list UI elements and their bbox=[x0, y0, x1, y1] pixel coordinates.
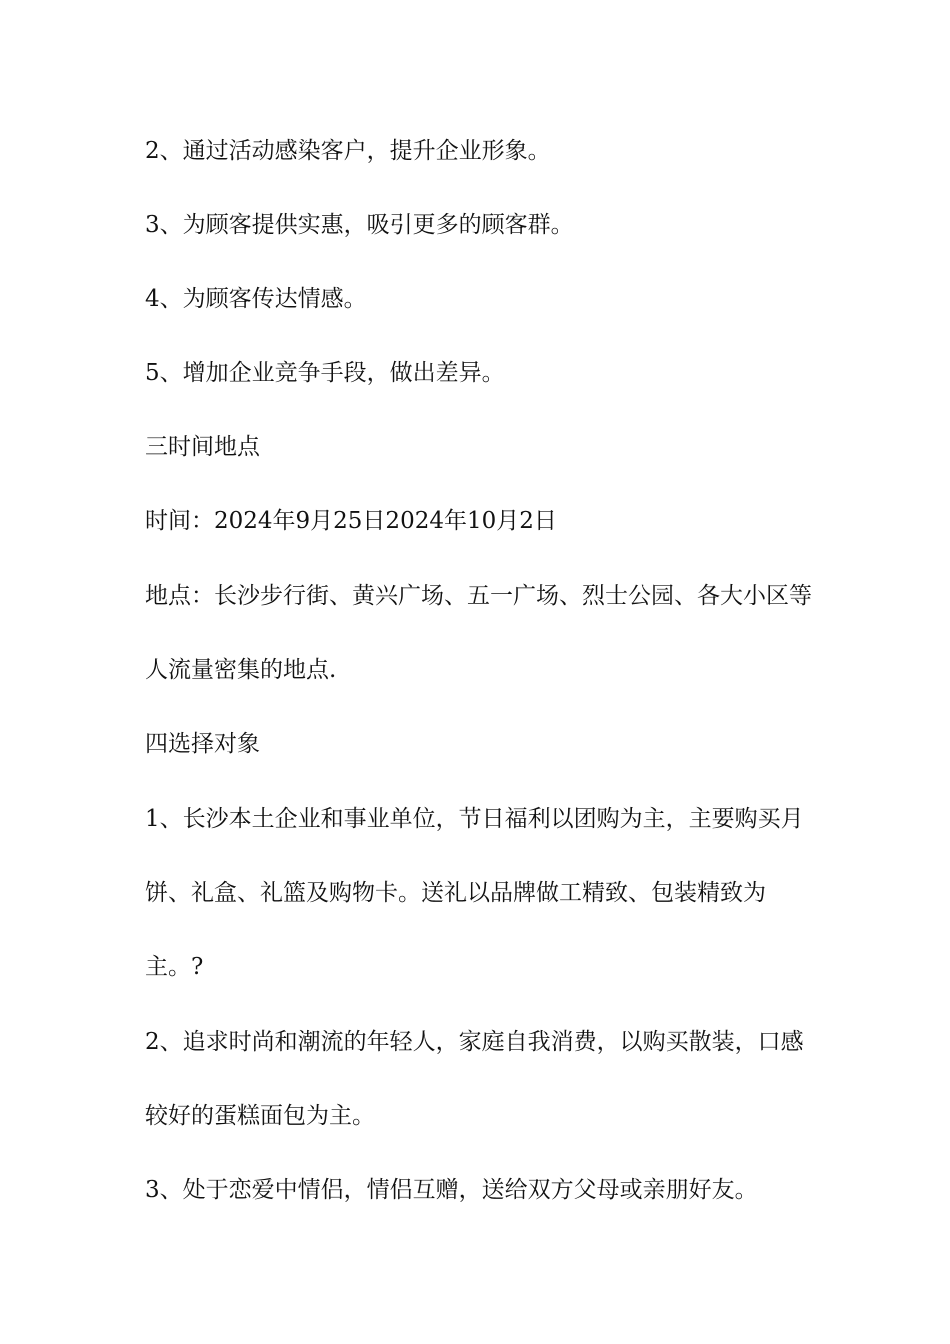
section-heading-time-place: 三时间地点 bbox=[145, 434, 260, 460]
paragraph-target-2: 2、追求时尚和潮流的年轻人，家庭自我消费，以购买散装，口感较好的蛋糕面包为主。 bbox=[145, 1029, 804, 1129]
paragraph-time: 时间：2024年9月25日2024年10月2日 bbox=[145, 508, 557, 534]
document-body bbox=[145, 133, 815, 1246]
paragraph-goal-3: 3、为顾客提供实惠，吸引更多的顾客群。 bbox=[145, 212, 574, 238]
paragraph-target-3: 3、处于恋爱中情侣，情侣互赠，送给双方父母或亲朋好友。 bbox=[145, 1177, 758, 1203]
paragraph-target-1: 1、长沙本土企业和事业单位，节日福利以团购为主，主要购买月饼、礼盒、礼篮及购物卡。送礼以品牌做工精致、包装精致为主。? bbox=[145, 806, 804, 980]
section-heading-target: 四选择对象 bbox=[145, 731, 260, 757]
paragraph-goal-5: 5、增加企业竞争手段，做出差异。 bbox=[145, 360, 505, 386]
paragraph-goal-2: 2、通过活动感染客户，提升企业形象。 bbox=[145, 138, 551, 164]
paragraph-place: 地点：长沙步行街、黄兴广场、五一广场、烈士公园、各大小区等人流量密集的地点. bbox=[145, 583, 812, 683]
paragraph-goal-4: 4、为顾客传达情感。 bbox=[145, 286, 367, 312]
